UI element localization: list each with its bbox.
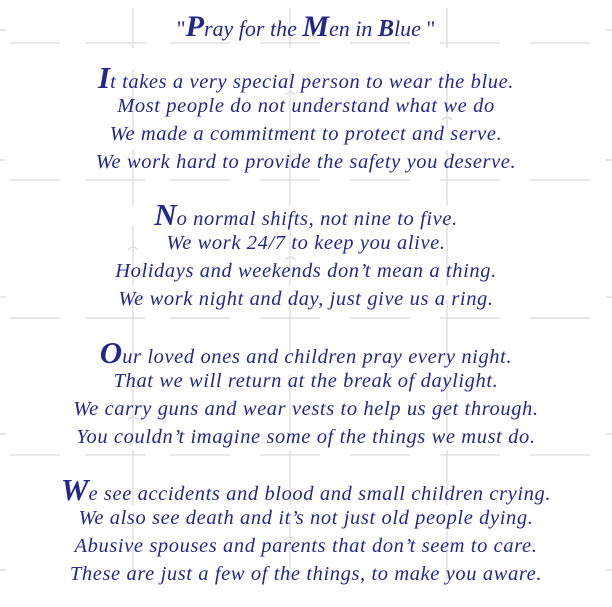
stanza-3-line-3: We carry guns and wear vests to help us get through. <box>73 398 539 420</box>
stanza-4-line-2: We also see death and it’s not just old people dying. <box>78 507 534 529</box>
stanza-3-line-4: You couldn’t imagine some of the things we must do. <box>76 426 536 448</box>
stanza-4 <box>0 472 612 588</box>
title-part-2: en in <box>329 16 378 41</box>
stanza-2-line-2: We work 24/7 to keep you alive. <box>166 232 446 254</box>
drop-cap: N <box>154 197 177 232</box>
stanza-2-line-4: We work night and day, just give us a ring. <box>118 288 494 310</box>
stanza-2-line-1 <box>0 197 612 232</box>
line-text: o normal shifts, not nine to five. <box>176 208 458 230</box>
line-text: e see accidents and blood and small children crying. <box>88 483 552 505</box>
stanza-4-line-1 <box>0 472 612 507</box>
stanza-2-line-3: Holidays and weekends don’t mean a thing. <box>115 260 497 282</box>
drop-cap: O <box>99 335 123 370</box>
stanza-3 <box>0 335 612 451</box>
stanza-3-line-1 <box>0 335 612 370</box>
title-part-1: ray for the <box>203 16 303 41</box>
poem-title <box>0 12 612 44</box>
title-close-quote: " <box>426 16 436 41</box>
stanza-3-line-2: That we will return at the break of daylight. <box>113 370 499 392</box>
stanza-4-line-3: Abusive spouses and parents that don’t seem to care. <box>74 535 538 557</box>
stanza-1 <box>0 60 612 176</box>
stanza-1-line-1 <box>0 60 612 95</box>
title-cap-p: P <box>185 10 204 43</box>
title-open-quote: " <box>176 16 186 41</box>
stanza-4-line-4: These are just a few of the things, to make you aware. <box>69 563 543 585</box>
stanza-2 <box>0 197 612 313</box>
drop-cap: W <box>60 472 89 507</box>
stanza-1-line-4: We work hard to provide the safety you deserve. <box>95 151 517 173</box>
stanza-1-line-2: Most people do not understand what we do <box>117 95 495 117</box>
stanza-1-line-3: We made a commitment to protect and serve. <box>109 123 503 145</box>
title-part-3: lue <box>393 16 421 41</box>
line-text: t takes a very special person to wear the blue. <box>110 71 515 93</box>
drop-cap: I <box>97 60 111 95</box>
line-text: ur loved ones and children pray every night. <box>122 346 513 368</box>
title-cap-m: M <box>302 10 330 43</box>
title-cap-b: B <box>377 16 394 42</box>
